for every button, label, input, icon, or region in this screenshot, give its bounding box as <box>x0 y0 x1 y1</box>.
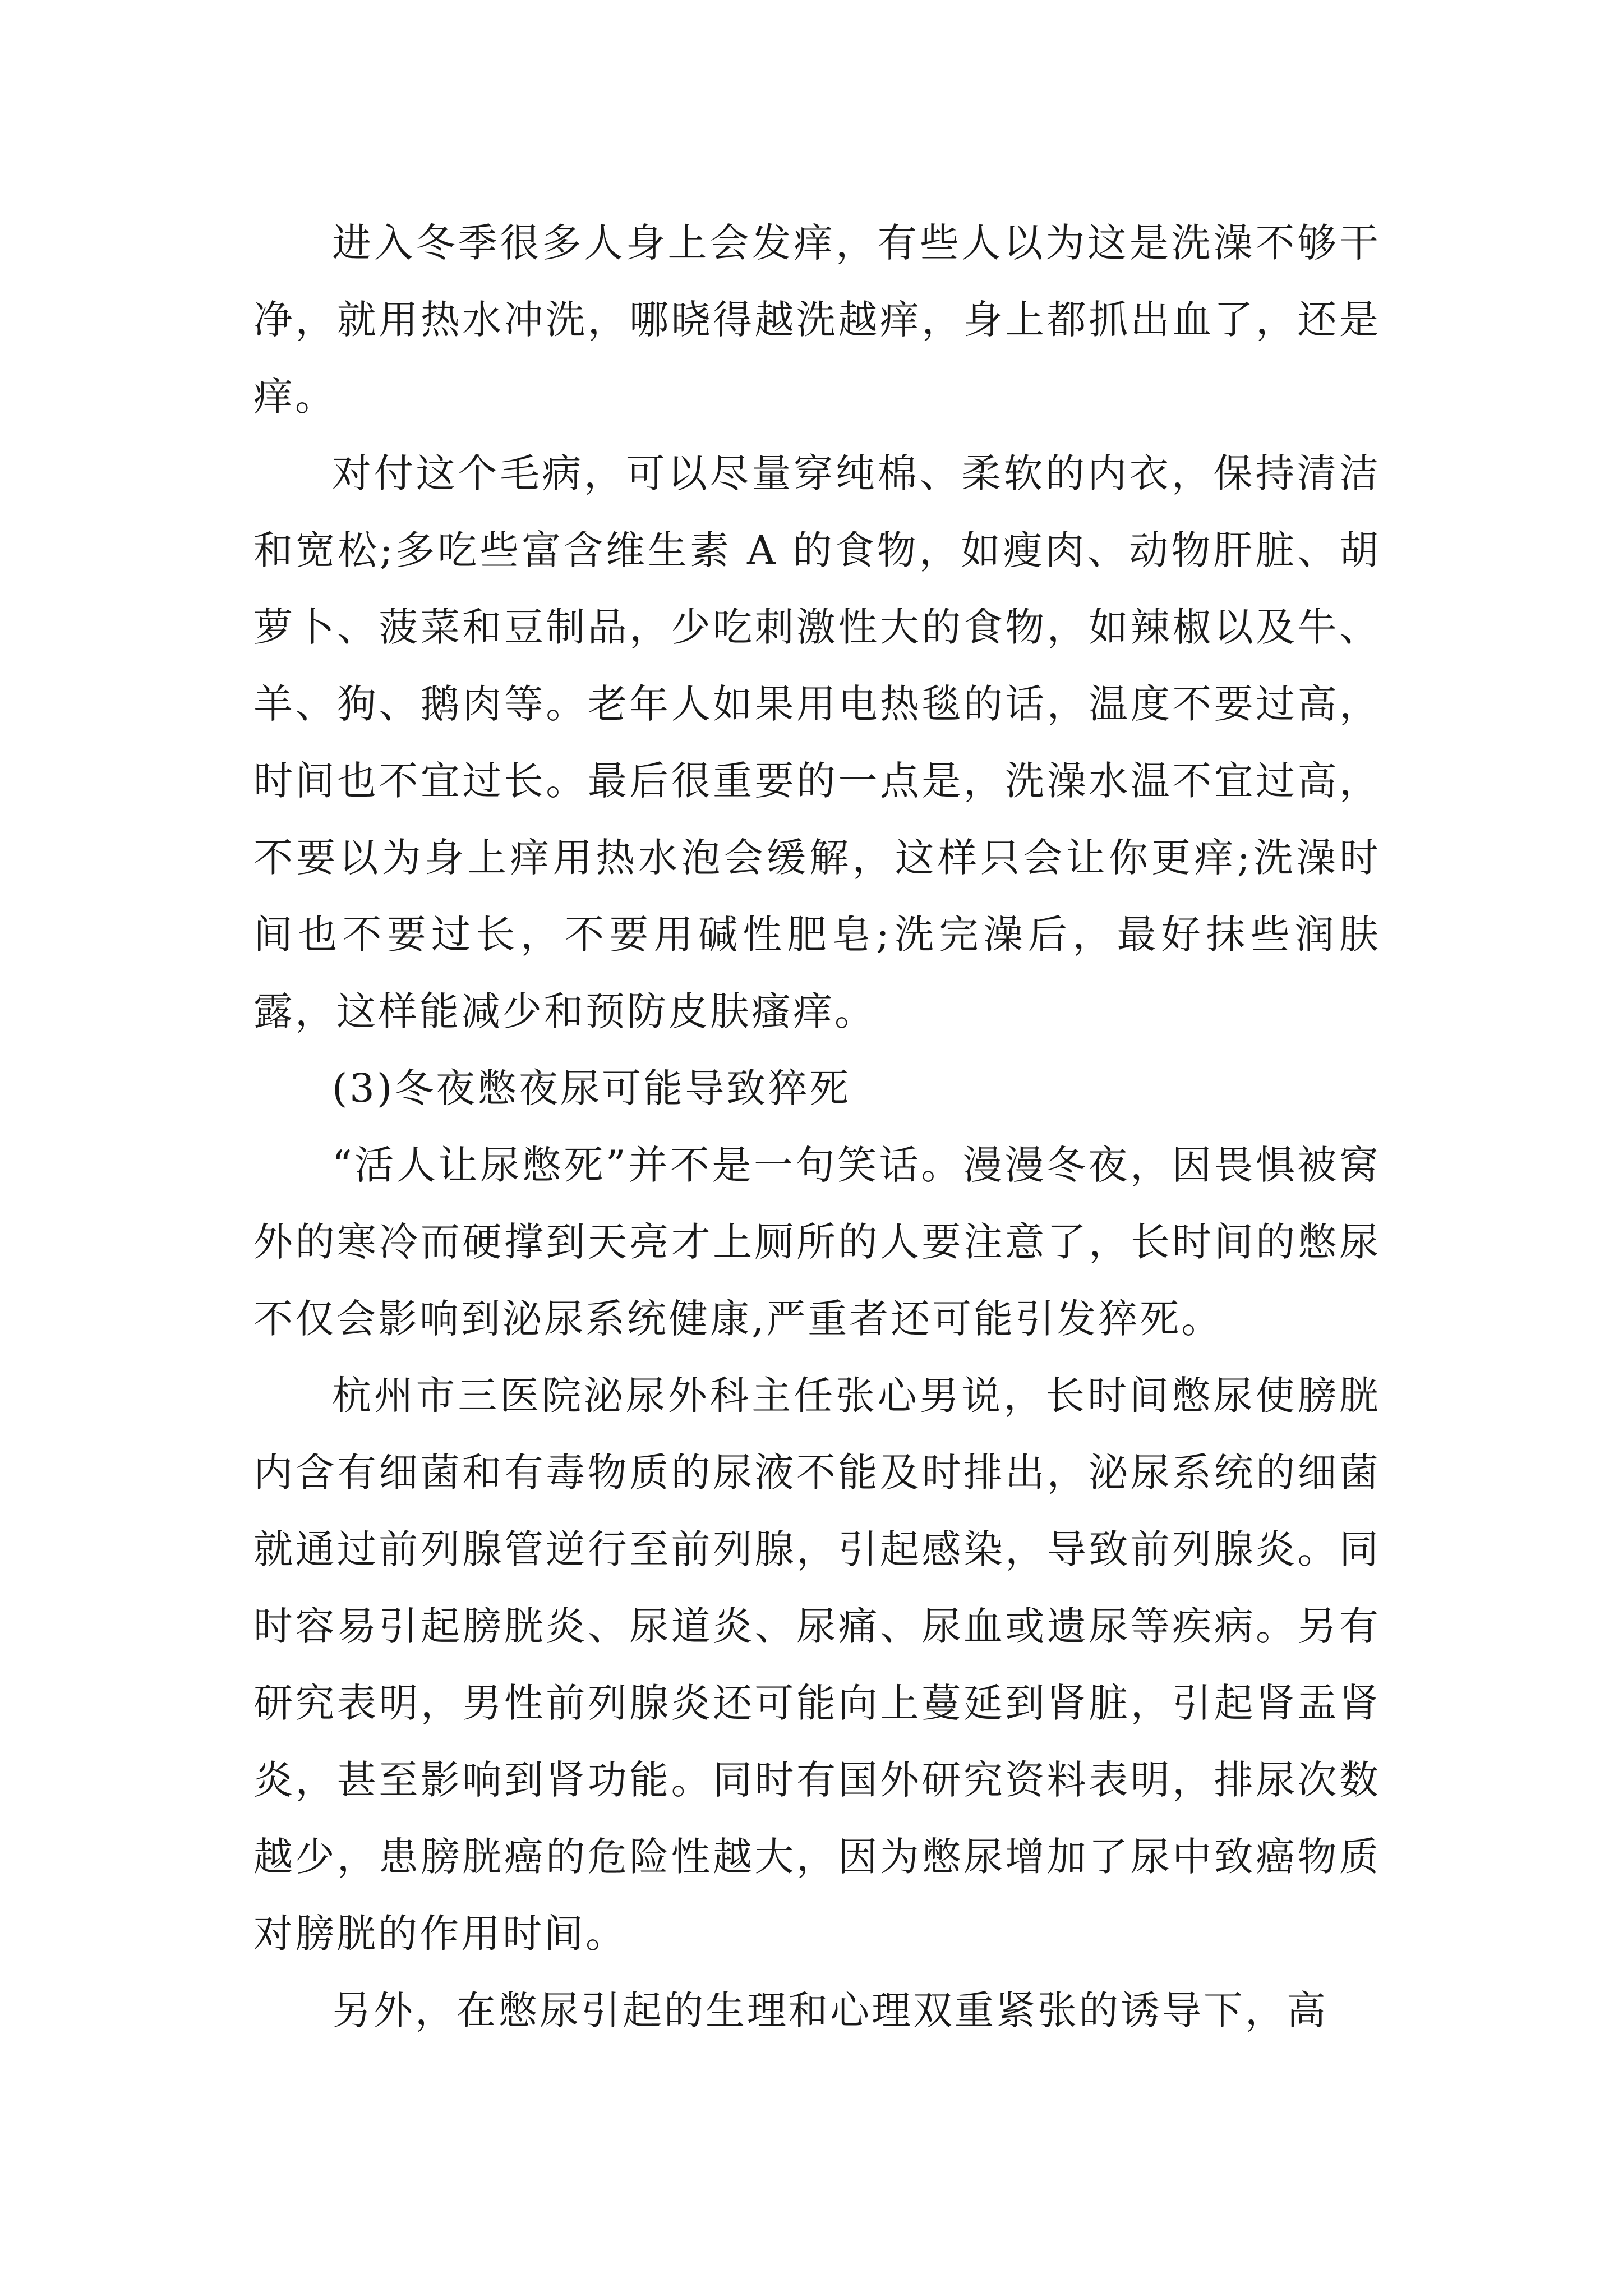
document-body <box>253 205 1381 2049</box>
paragraph-winter-itching: 进入冬季很多人身上会发痒，有些人以为这是洗澡不够干净，就用热水冲洗，哪晓得越洗越痒，身上都抓出血了，还是痒。 <box>253 220 1381 420</box>
paragraph-holding-urine-warning: “活人让尿憋死”并不是一句笑话。漫漫冬夜，因畏惧被窝外的寒冷而硬撑到天亮才上厕所的人要注意了，长时间的憋尿不仅会影响到泌尿系统健康,严重者还可能引发猝死。 <box>253 1142 1381 1342</box>
section-heading-holding-urine: (3)冬夜憋夜尿可能导致猝死 <box>332 1065 851 1111</box>
paragraph-itching-remedies: 对付这个毛病，可以尽量穿纯棉、柔软的内衣，保持清洁和宽松;多吃些富含维生素 A 的食物，如瘦肉、动物肝脏、胡萝卜、菠菜和豆制品，少吃刺激性大的食物，如辣椒以及牛、羊、狗、鹅肉等。老年人如果用电热毯的话，温度不要过高，时间也不宜过长。最后很重要的一点是，洗澡水温不宜过高，不要以为身上痒用热水泡会缓解，这样只会让你更痒;洗澡时间也不要过长，不要用碱性肥皂;洗完澡后，最好抹些润肤露，这样能减少和预防皮肤瘙痒。 <box>253 450 1381 1034</box>
paragraph-expert-explanation: 杭州市三医院泌尿外科主任张心男说，长时间憋尿使膀胱内含有细菌和有毒物质的尿液不能及时排出，泌尿系统的细菌就通过前列腺管逆行至前列腺，引起感染，导致前列腺炎。同时容易引起膀胱炎、尿道炎、尿痛、尿血或遗尿等疾病。另有研究表明，男性前列腺炎还可能向上蔓延到肾脏，引起肾盂肾炎，甚至影响到肾功能。同时有国外研究资料表明，排尿次数越少，患膀胱癌的危险性越大，因为憋尿增加了尿中致癌物质对膀胱的作用时间。 <box>253 1373 1381 1957</box>
paragraph-continuation: 另外，在憋尿引起的生理和心理双重紧张的诱导下，高 <box>332 1987 1328 2033</box>
